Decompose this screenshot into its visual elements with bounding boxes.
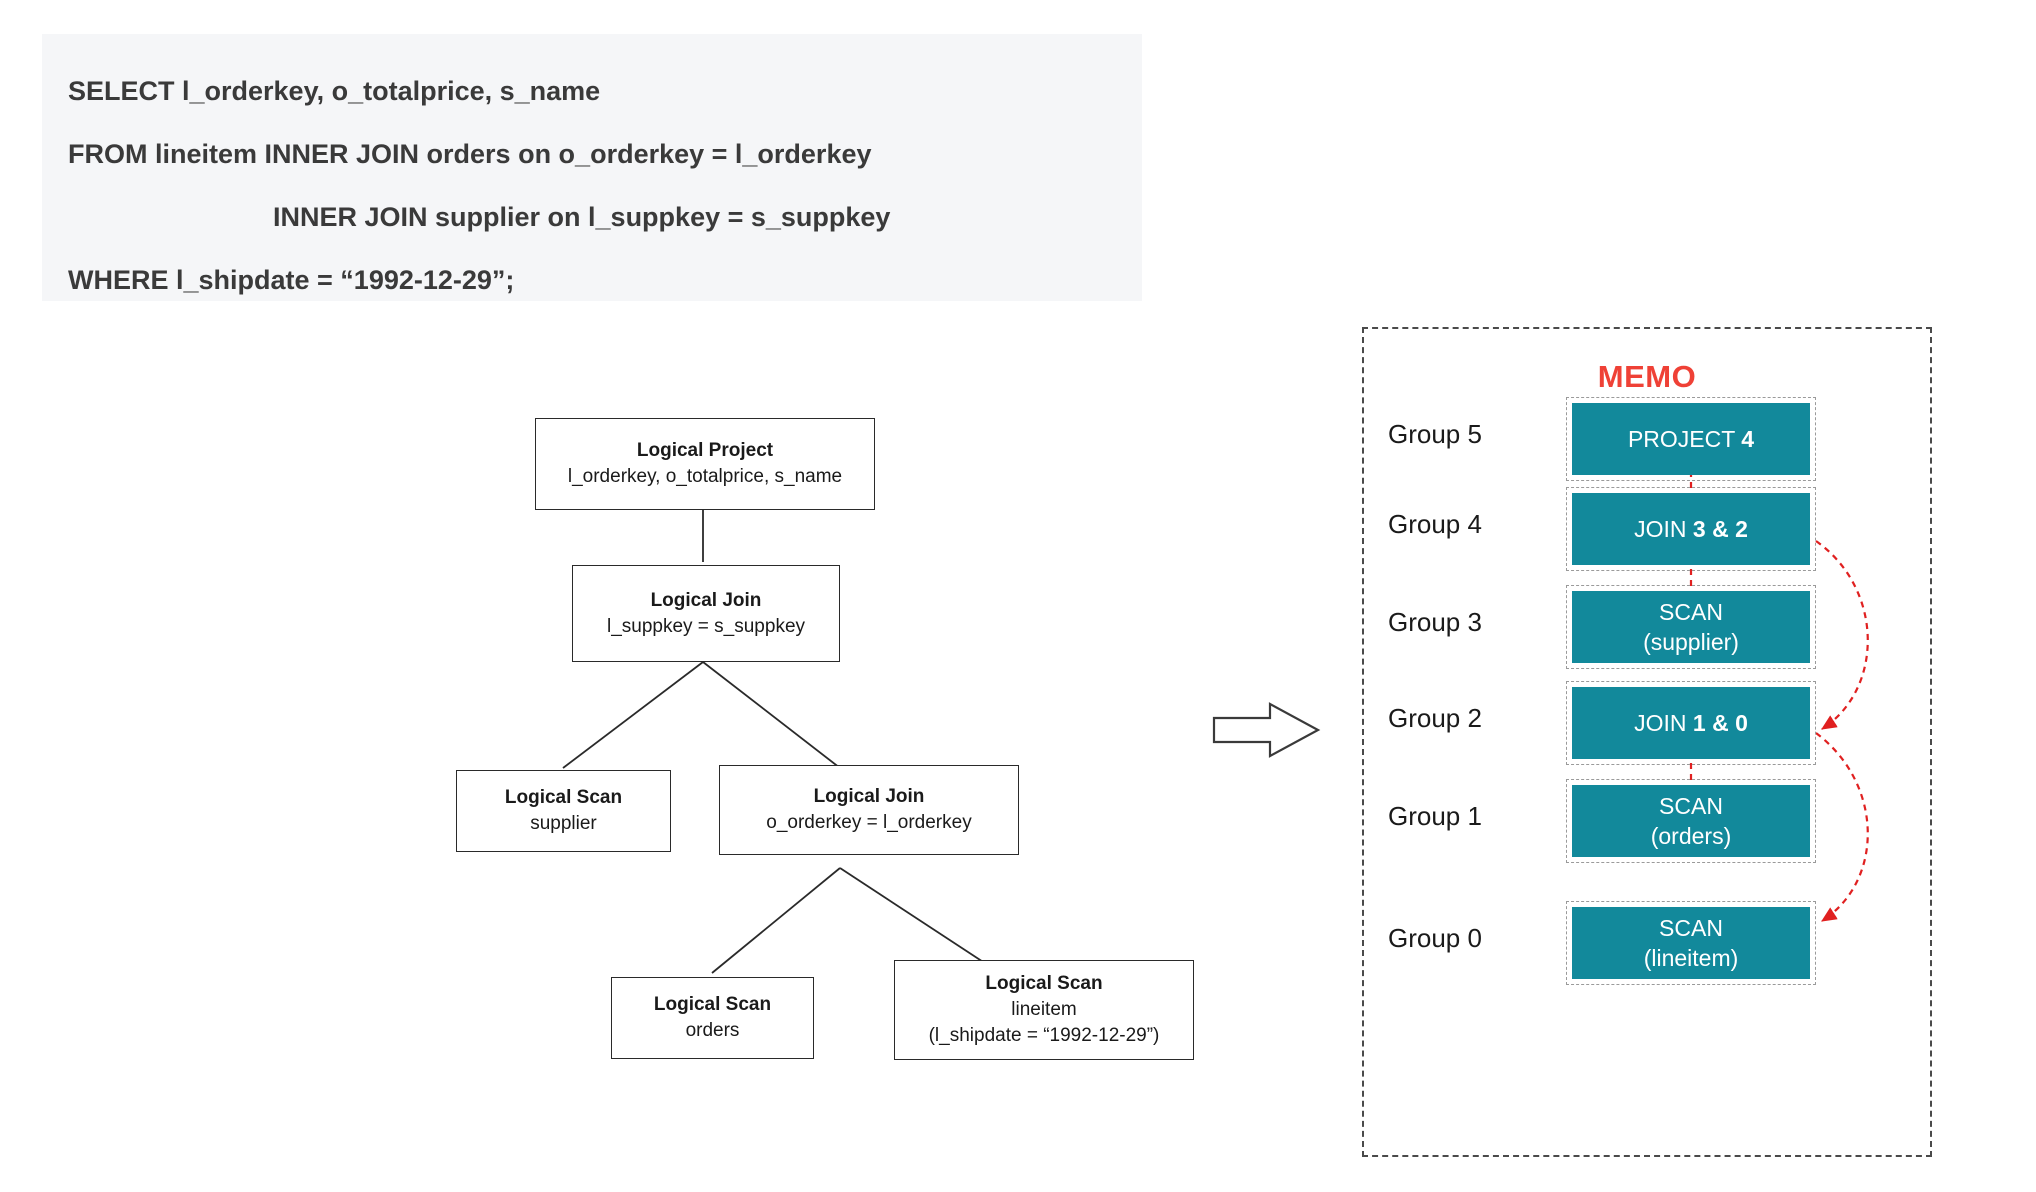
sql-line: SELECT l_orderkey, o_totalprice, s_name: [68, 76, 601, 106]
plan-node-title: Logical Scan: [653, 994, 772, 1015]
memo-group-row: [1364, 675, 1930, 771]
memo-title: MEMO: [1597, 359, 1697, 394]
memo-expression-line1: SCAN: [1659, 915, 1723, 941]
memo-group-box[interactable]: [1566, 487, 1816, 571]
plan-node-title: Logical Join: [813, 786, 925, 807]
plan-node-title: Logical Join: [650, 589, 762, 611]
plan-node-detail: o_orderkey = l_orderkey: [766, 812, 972, 833]
memo-expression[interactable]: [1572, 403, 1810, 475]
plan-node-detail: supplier: [530, 813, 597, 834]
memo-group-box[interactable]: [1566, 901, 1816, 985]
plan-node-title: Logical Scan: [504, 787, 623, 808]
memo-group-row: [1364, 895, 1930, 991]
memo-expression[interactable]: [1572, 687, 1810, 759]
plan-node-logical-join-orders[interactable]: [719, 765, 1019, 855]
plan-node-detail: lineitem: [1011, 999, 1077, 1020]
memo-expression-line1: SCAN: [1659, 599, 1723, 625]
memo-expression[interactable]: [1572, 907, 1810, 979]
memo-expression[interactable]: [1572, 591, 1810, 663]
memo-group-label: Group 1: [1388, 801, 1482, 831]
memo-expression[interactable]: [1572, 493, 1810, 565]
memo-expression-line2: (supplier): [1643, 629, 1739, 655]
sql-line: INNER JOIN supplier on l_suppkey = s_suppkey: [273, 202, 891, 232]
plan-node-logical-project[interactable]: [535, 418, 875, 510]
memo-group-box[interactable]: [1566, 397, 1816, 481]
memo-expression-line2: (orders): [1650, 823, 1732, 849]
memo-expression-line1: JOIN 3 & 2: [1634, 516, 1748, 542]
memo-group-label: Group 2: [1388, 703, 1482, 733]
memo-group-label: Group 5: [1388, 419, 1482, 449]
memo-expression-line1: JOIN 1 & 0: [1634, 710, 1748, 736]
plan-node-logical-scan-lineitem[interactable]: [894, 960, 1194, 1060]
plan-node-logical-join-supplier[interactable]: [572, 565, 840, 662]
memo-group-row: [1364, 579, 1930, 675]
memo-group-box[interactable]: [1566, 681, 1816, 765]
plan-node-logical-scan-supplier[interactable]: [456, 770, 671, 852]
sql-line: FROM lineitem INNER JOIN orders on o_orderkey = l_orderkey: [68, 139, 872, 169]
memo-group-box[interactable]: [1566, 779, 1816, 863]
memo-expression-line1: PROJECT 4: [1627, 426, 1755, 452]
memo-expression-line1: SCAN: [1659, 793, 1723, 819]
sql-line: WHERE l_shipdate = “1992-12-29”;: [68, 265, 515, 295]
memo-group-label: Group 4: [1388, 509, 1482, 539]
plan-node-detail: l_orderkey, o_totalprice, s_name: [567, 466, 843, 487]
memo-expression-line2: (lineitem): [1643, 945, 1739, 971]
memo-group-row: [1364, 773, 1930, 869]
memo-panel: [1362, 327, 1932, 1157]
memo-group-row: [1364, 391, 1930, 487]
memo-group-label: Group 3: [1388, 607, 1482, 637]
memo-group-label: Group 0: [1388, 923, 1482, 953]
memo-group-box[interactable]: [1566, 585, 1816, 669]
memo-group-row: [1364, 481, 1930, 577]
memo-expression[interactable]: [1572, 785, 1810, 857]
plan-node-logical-scan-orders[interactable]: [611, 977, 814, 1059]
plan-node-predicate: (l_shipdate = “1992-12-29”): [928, 1025, 1160, 1046]
plan-node-detail: l_suppkey = s_suppkey: [606, 615, 806, 637]
sql-query-block: [42, 34, 1142, 301]
plan-node-title: Logical Project: [636, 440, 774, 461]
right-arrow-icon: [1212, 700, 1322, 760]
plan-node-title: Logical Scan: [985, 973, 1103, 994]
plan-node-detail: orders: [685, 1020, 740, 1041]
logical-plan-tree: [0, 380, 1300, 1180]
